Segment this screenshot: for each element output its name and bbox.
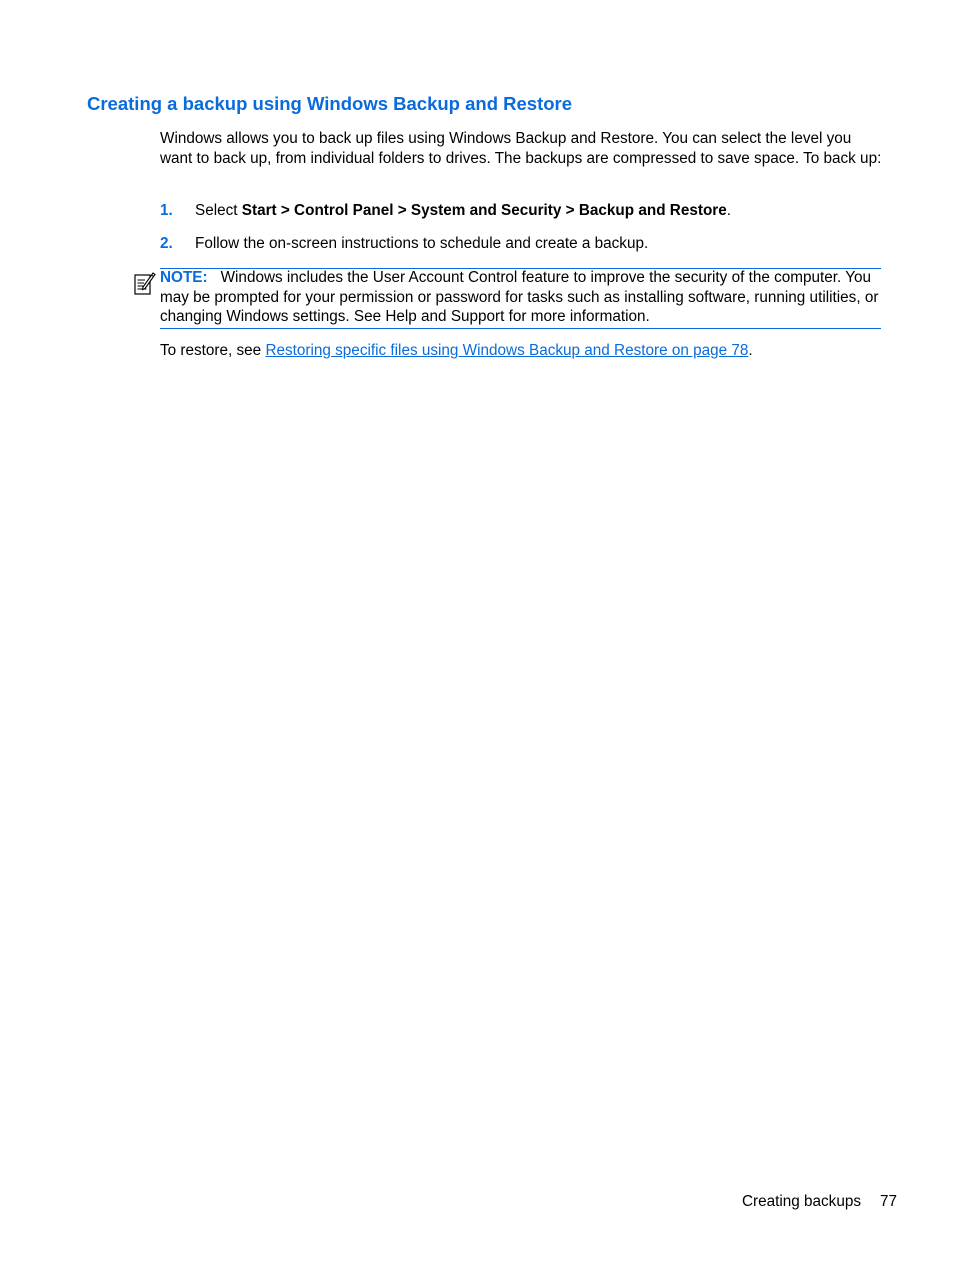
step-number: 2. — [160, 235, 173, 252]
footer-section-title: Creating backups — [741, 1193, 861, 1210]
note-text — [160, 268, 884, 327]
step-text — [195, 201, 731, 221]
note-icon — [134, 271, 156, 295]
restore-suffix: . — [748, 342, 753, 359]
page-number: 77 — [879, 1193, 897, 1210]
restore-link[interactable]: Restoring specific files using Windows Backup and Restore on page 78 — [265, 342, 749, 359]
page-footer — [600, 1192, 897, 1212]
step-prefix: Select — [195, 202, 242, 219]
step-text: Follow the on-screen instructions to schedule and create a backup. — [195, 235, 649, 252]
step-number: 1. — [160, 202, 173, 219]
step-suffix: . — [726, 202, 731, 219]
menu-path: Start > Control Panel > System and Security > Backup and Restore — [241, 202, 727, 219]
intro-paragraph: Windows allows you to back up files using Windows Backup and Restore. You can select the level you want to back up, from individual folders to drives. The backups are compressed to save space. To back up: — [160, 130, 882, 167]
restore-paragraph — [160, 341, 753, 361]
section-heading: Creating a backup using Windows Backup and Restore — [87, 93, 573, 114]
note-label: NOTE: — [160, 269, 208, 286]
restore-prefix: To restore, see — [160, 342, 266, 359]
note-body: Windows includes the User Account Control feature to improve the security of the computer. You may be prompted for your permission or password for tasks such as installing software, running utilities, or changing Windows settings. See Help and Support for more information. — [160, 269, 879, 325]
